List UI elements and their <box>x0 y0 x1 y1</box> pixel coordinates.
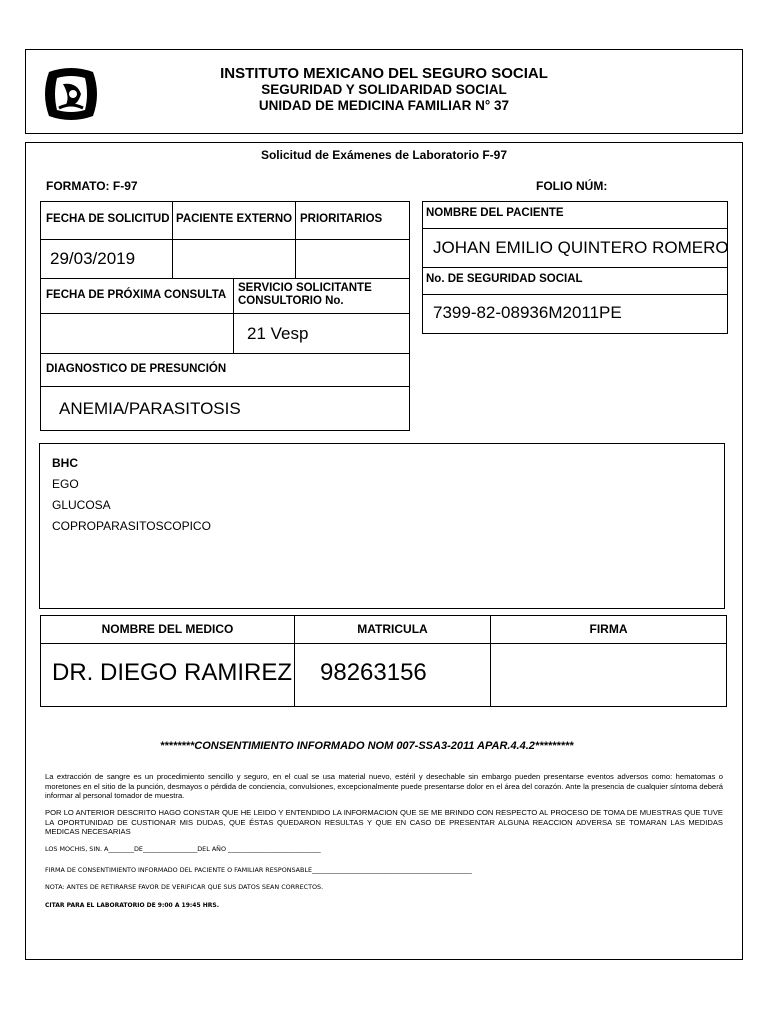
form-title: Solicitud de Exámenes de Laboratorio F-97 <box>260 148 508 162</box>
matricula-value: 98263156 <box>320 659 427 686</box>
consent-signature-line: FIRMA DE CONSENTIMIENTO INFORMADO DEL PACIENTE O FAMILIAR RESPONSABLE__________________________________________________ <box>45 866 472 874</box>
header-line-3: UNIDAD DE MEDICINA FAMILIAR N° 37 <box>258 98 510 113</box>
exam-item: GLUCOSA <box>52 498 111 512</box>
nombre-paciente-value: JOHAN EMILIO QUINTERO ROMERO <box>433 238 729 257</box>
paciente-externo-label: PACIENTE EXTERNO <box>176 213 293 225</box>
consent-place-date-line: LOS MOCHIS, SIN. A________DE_________________DEL AÑO _____________________________ <box>45 845 321 853</box>
servicio-value: 21 Vesp <box>247 324 309 343</box>
consent-schedule: CITAR PARA EL LABORATORIO DE 9:00 A 19:45 HRS. <box>45 902 219 909</box>
formato-label: FORMATO: F-97 <box>46 179 138 193</box>
cell-fecha-proxima-value[interactable] <box>40 313 234 354</box>
header-line-2: SEGURIDAD Y SOLIDARIDAD SOCIAL <box>261 82 507 97</box>
cell-paciente-externo-value[interactable] <box>172 239 296 279</box>
exam-item: COPROPARASITOSCOPICO <box>52 519 211 533</box>
fecha-solicitud-value: 29/03/2019 <box>50 249 136 268</box>
matricula-label: MATRICULA <box>357 622 428 636</box>
medico-value: DR. DIEGO RAMIREZ <box>52 659 293 686</box>
diagnostico-value: ANEMIA/PARASITOSIS <box>59 399 241 418</box>
servicio-label-2: CONSULTORIO No. <box>238 295 344 307</box>
cell-firma-value[interactable] <box>490 643 727 707</box>
header-line-1: INSTITUTO MEXICANO DEL SEGURO SOCIAL <box>220 65 548 82</box>
servicio-label-1: SERVICIO SOLICITANTE <box>238 282 372 294</box>
nss-label: No. DE SEGURIDAD SOCIAL <box>426 273 583 285</box>
consent-note: NOTA: ANTES DE RETIRARSE FAVOR DE VERIFICAR QUE SUS DATOS SEAN CORRECTOS. <box>45 883 324 891</box>
cell-prioritarios-value[interactable] <box>295 239 410 279</box>
consent-paragraph-2: POR LO ANTERIOR DESCRITO HAGO CONSTAR QUE HE LEIDO Y ENTENDIDO LA INFORMACION QUE SE ME BRINDO CON RESPECTO AL PROCESO DE TOMA DE MUESTRAS QUE TUVE LA OPORTUNIDAD DE CUSTIONAR MIS DUDAS, QUE ÉSTAS QUEDARON RESULTAS Y QUE EN CASO DE PRESENTAR ALGUNA REACCION ADVERSA SE TOMARAN LAS MEDIDAS MEDICAS NECESARIAS <box>45 808 723 837</box>
prioritarios-label: PRIORITARIOS <box>300 213 383 225</box>
fecha-solicitud-label: FECHA DE SOLICITUD <box>46 213 170 225</box>
fecha-proxima-label: FECHA DE PRÓXIMA CONSULTA <box>46 289 227 301</box>
folio-label: FOLIO NÚM: <box>536 179 608 193</box>
nombre-paciente-label: NOMBRE DEL PACIENTE <box>426 207 564 219</box>
nss-value: 7399-82-08936M2011PE <box>433 303 622 322</box>
exam-item: EGO <box>52 477 79 491</box>
header-box <box>25 49 743 134</box>
exam-item: BHC <box>52 456 78 470</box>
firma-label: FIRMA <box>589 622 628 636</box>
consent-title: ********CONSENTIMIENTO INFORMADO NOM 007-SSA3-2011 APAR.4.4.2********* <box>160 740 574 752</box>
consent-paragraph-1: La extracción de sangre es un procedimiento sencillo y seguro, en el cual se usa material nuevo, estéril y desechable sin embargo pueden presentarse eventos adversos como: hematomas o moretones en el sitio de la punción, desmayos o pérdida de conciencia, convulsiones, excepcionalmente puede presentarse dolor en el área del corazón. Ante la presencia de cualquier síntoma deberá informar al personal tomador de muestra. <box>45 772 723 801</box>
diagnostico-label: DIAGNOSTICO DE PRESUNCIÓN <box>46 363 227 375</box>
medico-label: NOMBRE DEL MEDICO <box>101 622 234 636</box>
